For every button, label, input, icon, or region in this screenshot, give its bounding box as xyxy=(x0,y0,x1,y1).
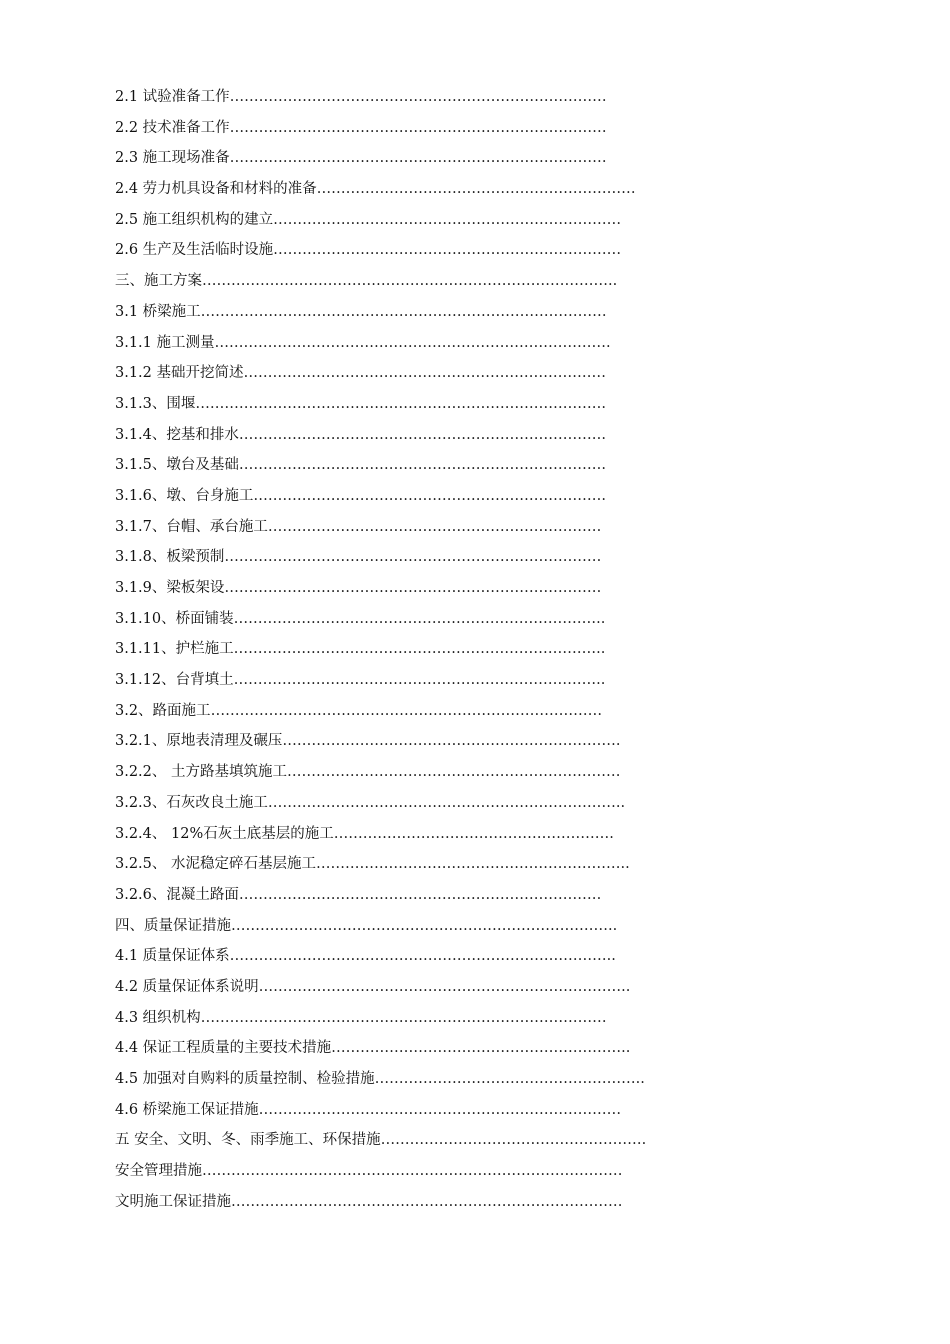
toc-entry[interactable] xyxy=(115,1033,845,1064)
toc-leader-dots: ………………………………………………………………. xyxy=(253,487,607,504)
toc-entry-label: 安全管理措施 xyxy=(115,1163,202,1180)
toc-entry-label: 3.2、路面施工 xyxy=(115,702,211,719)
toc-entry[interactable] xyxy=(115,941,845,972)
toc-entry-label: 3.2.2、 土方路基填筑施工 xyxy=(115,764,288,781)
toc-entry-label: 4.1 质量保证体系 xyxy=(115,948,230,965)
toc-entry-label: 4.2 质量保证体系说明 xyxy=(115,978,259,995)
toc-entry[interactable] xyxy=(115,481,845,512)
toc-leader-dots: ……………………………………………………………….. xyxy=(267,794,626,811)
toc-entry-label: 2.6 生产及生活临时设施 xyxy=(115,242,274,259)
toc-leader-dots: ………………………………………………………………………. xyxy=(214,334,611,351)
toc-entry-label: 四、质量保证措施 xyxy=(115,917,231,934)
toc-entry[interactable] xyxy=(115,82,845,113)
toc-entry-label: 3.1.12、台背填土 xyxy=(115,672,234,689)
toc-entry[interactable] xyxy=(115,266,845,297)
toc-leader-dots: ………………………………………………………………… xyxy=(258,1101,622,1118)
toc-leader-dots: ……………………………………………………………… xyxy=(273,242,622,259)
toc-entry-label: 3.1.3、围堰 xyxy=(115,395,196,412)
toc-leader-dots: ……………………………………………………………… xyxy=(273,211,622,228)
toc-leader-dots: …………………………………………………………………… xyxy=(229,89,607,105)
toc-entry-label: 3.1.4、挖基和排水 xyxy=(115,426,239,443)
toc-leader-dots: ………………………………………………. xyxy=(380,1132,647,1149)
toc-entry[interactable] xyxy=(115,389,845,420)
toc-entry[interactable] xyxy=(115,512,845,543)
toc-leader-dots: ……………………………………………………………………… xyxy=(231,1193,623,1210)
toc-leader-dots: …………………………………………………………………………… xyxy=(202,1163,623,1180)
toc-entry[interactable] xyxy=(115,358,845,389)
toc-leader-dots: ……………………………………………………………………… xyxy=(210,702,603,719)
toc-entry[interactable] xyxy=(115,880,845,911)
toc-leader-dots: …………………………………………………………………. xyxy=(238,426,607,443)
toc-entry-label: 3.2.4、 12%石灰土底基层的施工 xyxy=(115,825,334,842)
toc-entry-label: 3.1.10、桥面铺装 xyxy=(115,610,234,627)
toc-entry[interactable] xyxy=(115,143,845,174)
toc-entry[interactable] xyxy=(115,420,845,451)
toc-leader-dots: ………………………………………………………………………… xyxy=(200,1009,607,1026)
toc-entry-label: 3.1.8、板梁预制 xyxy=(115,549,225,566)
toc-entry[interactable] xyxy=(115,757,845,788)
toc-leader-dots: …………………………………………………….. xyxy=(331,1040,631,1057)
toc-entry[interactable] xyxy=(115,1187,845,1218)
toc-entry[interactable] xyxy=(115,634,845,665)
toc-leader-dots: ……………………………………………………………. xyxy=(282,733,621,750)
toc-leader-dots: ………………………………………………………… xyxy=(316,181,636,198)
toc-entry-label: 2.3 施工现场准备 xyxy=(115,150,230,167)
toc-entry[interactable] xyxy=(115,726,845,757)
toc-entry-label: 五 安全、文明、冬、雨季施工、环保措施 xyxy=(115,1132,381,1149)
toc-entry-label: 4.6 桥梁施工保证措施 xyxy=(115,1101,259,1118)
toc-leader-dots: ………………………………………………………………….. xyxy=(233,641,606,658)
toc-entry-label: 2.5 施工组织机构的建立 xyxy=(115,211,274,228)
toc-entry-label: 文明施工保证措施 xyxy=(115,1193,231,1210)
toc-entry[interactable] xyxy=(115,696,845,727)
toc-entry[interactable] xyxy=(115,604,845,635)
toc-leader-dots: ………………………………………………………………………….. xyxy=(202,273,618,290)
toc-entry-label: 4.4 保证工程质量的主要技术措施 xyxy=(115,1040,332,1057)
toc-leader-dots: ………………………………………………………………………… xyxy=(200,303,607,320)
toc-entry-label: 3.2.5、 水泥稳定碎石基层施工 xyxy=(115,856,317,873)
toc-entry-label: 4.3 组织机构 xyxy=(115,1009,201,1026)
toc-leader-dots: ………………………………………………………………….. xyxy=(258,978,631,995)
toc-leader-dots: …………………………………………………………………. xyxy=(238,457,607,474)
toc-leader-dots: …………………………………………………………………….. xyxy=(231,917,618,934)
table-of-contents xyxy=(115,82,845,1217)
toc-entry-label: 3.1.2 基础开挖简述 xyxy=(115,365,244,382)
toc-entry-label: 3.1.1 施工测量 xyxy=(115,334,215,351)
toc-entry[interactable] xyxy=(115,665,845,696)
toc-leader-dots: ………………………………………………………………….. xyxy=(233,610,606,627)
toc-leader-dots: ………………………………………………………………… xyxy=(238,886,602,903)
toc-entry-label: 2.4 劳力机具设备和材料的准备 xyxy=(115,181,317,198)
toc-leader-dots: …………………………………………………………………… xyxy=(224,549,602,566)
toc-entry[interactable] xyxy=(115,297,845,328)
toc-entry[interactable] xyxy=(115,1064,845,1095)
toc-leader-dots: ………………………………………………………………… xyxy=(243,365,607,382)
toc-entry[interactable] xyxy=(115,1095,845,1126)
toc-entry[interactable] xyxy=(115,235,845,266)
toc-leader-dots: ……………………………………………….. xyxy=(374,1071,645,1087)
toc-entry[interactable] xyxy=(115,113,845,144)
toc-leader-dots: …………………………………………………………… xyxy=(267,518,602,535)
toc-entry[interactable] xyxy=(115,542,845,573)
toc-entry-label: 3.2.6、混凝土路面 xyxy=(115,886,239,903)
toc-entry-label: 3.1.6、墩、台身施工 xyxy=(115,487,254,504)
toc-entry[interactable] xyxy=(115,1125,845,1156)
toc-leader-dots: …………………………………………………………………… xyxy=(229,150,607,167)
toc-entry-label: 2.2 技术准备工作 xyxy=(115,119,230,136)
toc-entry[interactable] xyxy=(115,972,845,1003)
toc-entry[interactable] xyxy=(115,788,845,819)
toc-entry[interactable] xyxy=(115,911,845,942)
toc-entry-label: 4.5 加强对自购料的质量控制、检验措施 xyxy=(115,1071,375,1087)
toc-entry[interactable] xyxy=(115,819,845,850)
toc-entry[interactable] xyxy=(115,1003,845,1034)
toc-entry[interactable] xyxy=(115,450,845,481)
toc-entry-label: 3.1.9、梁板架设 xyxy=(115,580,225,596)
toc-entry-label: 3.1.5、墩台及基础 xyxy=(115,457,239,474)
toc-leader-dots: …………………………………………………………………….. xyxy=(229,948,616,965)
toc-leader-dots: …………………………………………………………………… xyxy=(229,119,607,136)
toc-entry-label: 3.2.1、原地表清理及碾压 xyxy=(115,733,283,750)
toc-leader-dots: …………………………………………………………………………. xyxy=(195,395,607,412)
toc-entry[interactable] xyxy=(115,849,845,880)
toc-entry[interactable] xyxy=(115,205,845,236)
toc-entry[interactable] xyxy=(115,1156,845,1187)
toc-leader-dots: …………………………………………………. xyxy=(333,825,614,842)
toc-entry-label: 3.1.7、台帽、承台施工 xyxy=(115,518,268,535)
toc-entry-label: 3.1 桥梁施工 xyxy=(115,303,201,320)
toc-leader-dots: …………………………………………………………… xyxy=(287,764,621,781)
toc-entry-label: 3.2.3、石灰改良土施工 xyxy=(115,794,268,811)
toc-entry-label: 2.1 试验准备工作 xyxy=(115,89,230,105)
toc-entry[interactable] xyxy=(115,328,845,359)
toc-entry[interactable] xyxy=(115,573,845,604)
toc-entry-label: 3.1.11、护栏施工 xyxy=(115,641,234,658)
toc-leader-dots: ………………………………………………………………….. xyxy=(233,672,606,689)
toc-entry-label: 三、施工方案 xyxy=(115,273,202,290)
toc-entry[interactable] xyxy=(115,174,845,205)
toc-leader-dots: ……………………………………………………….. xyxy=(316,856,630,873)
toc-leader-dots: …………………………………………………………………… xyxy=(224,580,602,596)
